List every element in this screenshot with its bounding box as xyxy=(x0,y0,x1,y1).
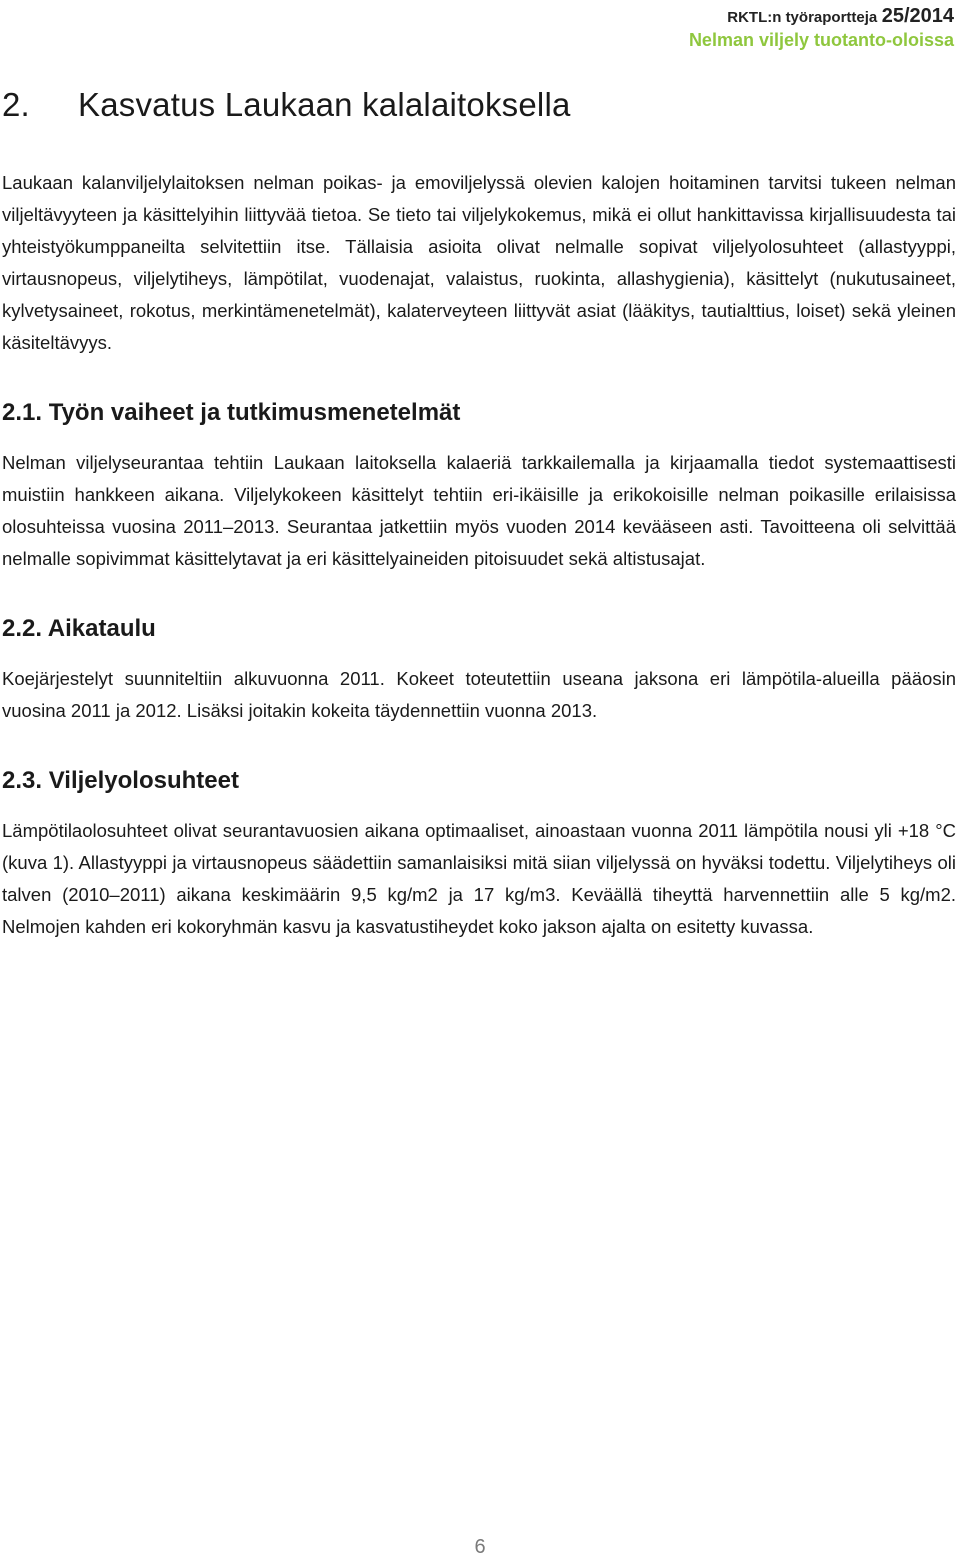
section-paragraph-2-3: Lämpötilaolosuhteet olivat seurantavuosien aikana optimaaliset, ainoastaan vuonna 2011 lämpötila nousi yli +18 °C (kuva 1). Allastyyppi ja virtausnopeus säädettiin samanlaisiksi mitä siian viljelyssä on hyväksi todettu. Viljelytiheys oli talven (2010–2011) aikana keskimäärin 9,5 kg/m2 ja 17 kg/m3. Keväällä tiheyttä harvennettiin alle 5 kg/m2. Nelmojen kahden eri kokoryhmän kasvu ja kasvatustiheydet koko jakson ajalta on esitetty kuvassa. xyxy=(2,820,956,937)
report-subtitle: Nelman viljely tuotanto-oloissa xyxy=(688,30,954,50)
chapter-title: Kasvatus Laukaan kalalaitoksella xyxy=(78,86,571,123)
page-content xyxy=(2,86,956,943)
page-number: 6 xyxy=(474,1536,486,1558)
section-heading-2-2: 2.2. Aikataulu xyxy=(2,615,156,642)
report-issue: 25/2014 xyxy=(881,5,954,27)
section-paragraph-2-2: Koejärjestelyt suunniteltiin alkuvuonna 2011. Kokeet toteutettiin useana jaksona eri lämpötila-alueilla pääosin vuosina 2011 ja 2012. Lisäksi joitakin kokeita täydennettiin vuonna 2013. xyxy=(2,668,956,721)
running-header xyxy=(689,4,954,52)
chapter-number: 2. xyxy=(2,86,30,123)
chapter-intro-paragraph: Laukaan kalanviljelylaitoksen nelman poikas- ja emoviljelyssä olevien kalojen hoitaminen tarvitsi tukeen nelman viljeltävyyteen ja käsittelyihin liittyvää tietoa. Se tieto tai viljelykokemus, mikä ei ollut hankittavissa kirjallisuudesta tai yhteistyökumppaneilta selvitettiin itse. Tällaisia asioita olivat nelmalle sopivat viljelyolosuhteet (allastyyppi, virtausnopeus, viljelytiheys, lämpötilat, vuodenajat, valaistus, ruokinta, allashygienia), käsittelyt (nukutusaineet, kylvetysaineet, rokotus, merkintämenetelmät), kalaterveyteen liittyvät asiat (lääkitys, tautialttius, loiset) sekä yleinen käsiteltävyys. xyxy=(2,172,956,353)
chapter-heading xyxy=(2,86,956,124)
section-paragraph-2-1: Nelman viljelyseurantaa tehtiin Laukaan laitoksella kalaeriä tarkkailemalla ja kirjaamalla tiedot systemaattisesti muistiin hankkeen aikana. Viljelykokeen käsittelyt tehtiin eri-ikäisille ja erikokoisille nelman poikasille erilaisissa olosuhteissa vuosina 2011–2013. Seurantaa jatkettiin myös vuoden 2014 kevääseen asti. Tavoitteena oli selvittää nelmalle sopivimmat käsittelytavat ja eri käsittelyaineiden pitoisuudet sekä altistusajat. xyxy=(2,452,956,569)
report-series: RKTL:n työraportteja xyxy=(727,9,878,26)
section-heading-2-1: 2.1. Työn vaiheet ja tutkimusmenetelmät xyxy=(2,399,461,426)
section-heading-2-3: 2.3. Viljelyolosuhteet xyxy=(2,767,239,794)
